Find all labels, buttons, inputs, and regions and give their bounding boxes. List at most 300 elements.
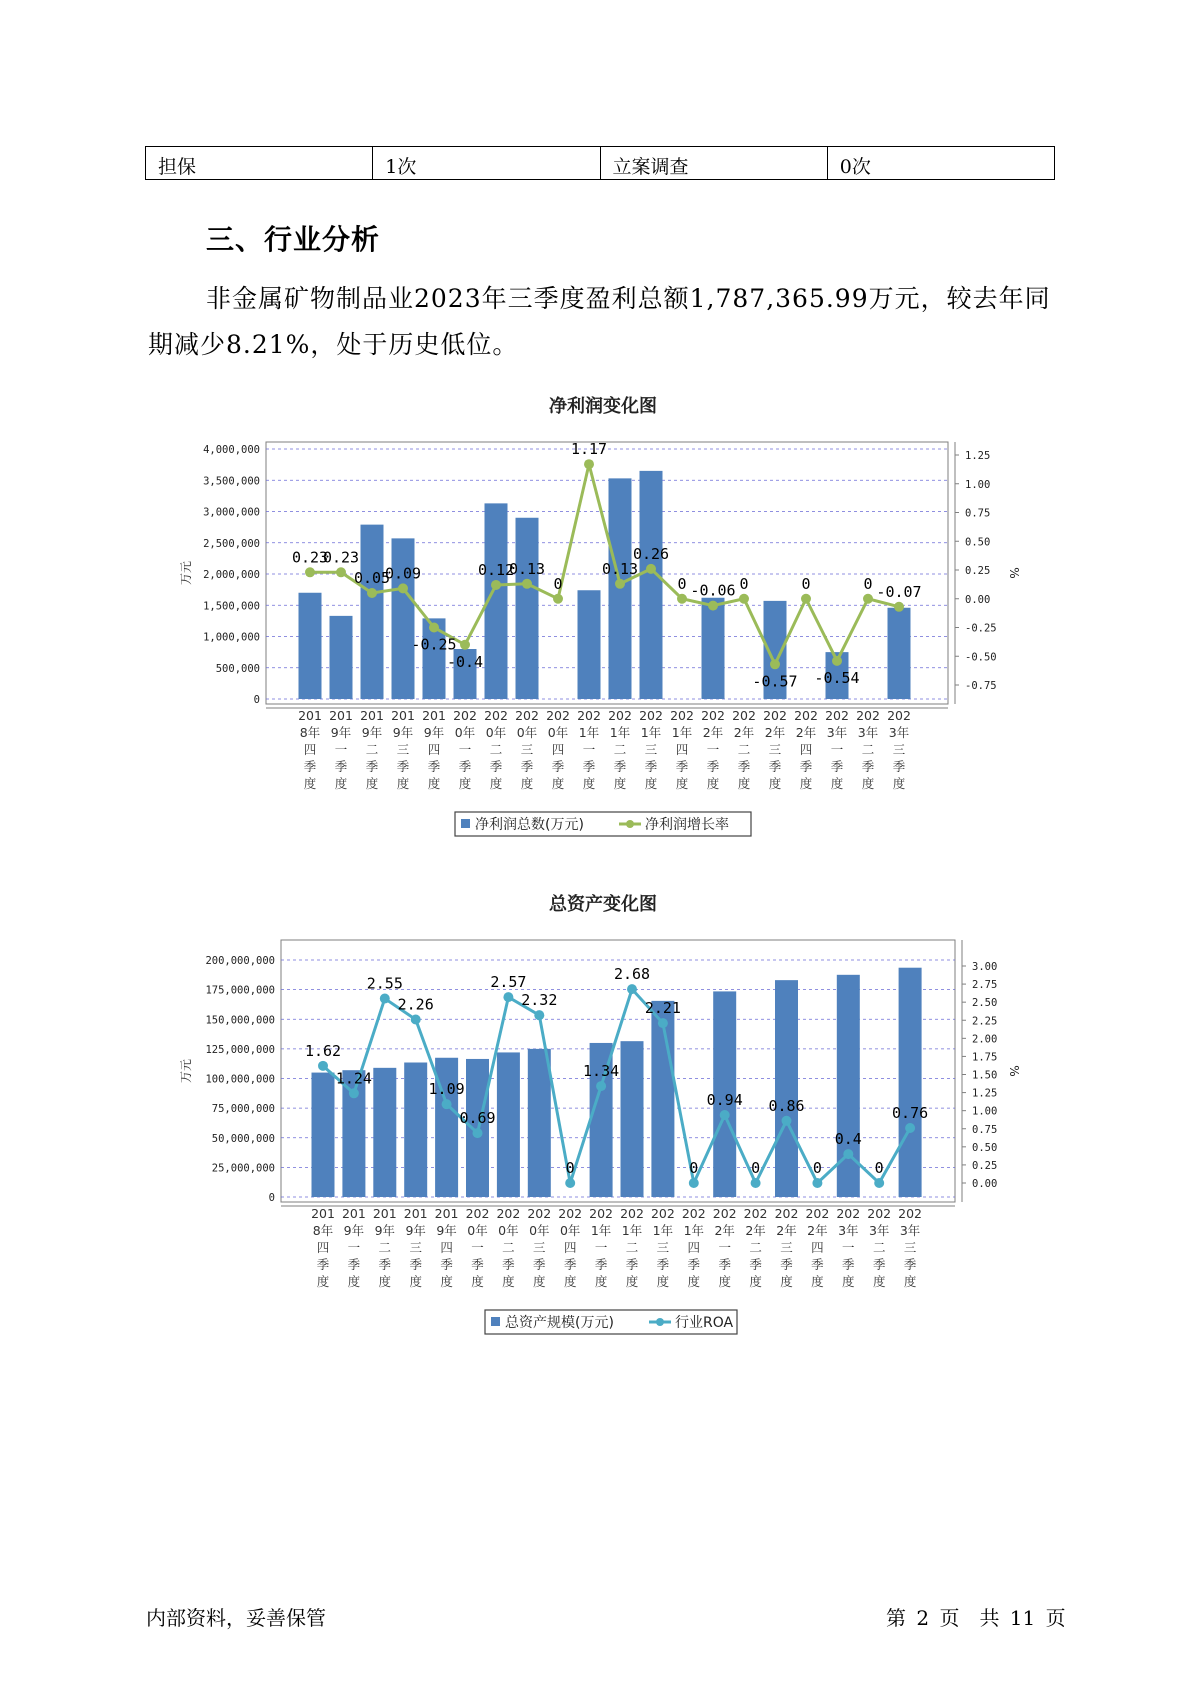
x-tick-label: 季 <box>520 759 534 774</box>
x-tick-label: 2年 <box>795 725 817 740</box>
x-tick-label: 三 <box>396 742 410 757</box>
x-tick-label: 202 <box>712 1206 737 1221</box>
y-tick-label: 3,500,000 <box>203 475 260 488</box>
line-point <box>615 579 625 589</box>
y-tick-label: 4,000,000 <box>203 444 260 456</box>
legend-bar-label: 总资产规模(万元) <box>505 1315 614 1331</box>
x-tick-label: 二 <box>365 742 379 757</box>
x-tick-label: 度 <box>830 776 844 791</box>
data-label: 0 <box>801 574 811 593</box>
x-tick-label: 度 <box>440 1274 453 1289</box>
x-tick-label: 度 <box>489 776 503 791</box>
x-tick-label: 201 <box>311 1206 335 1221</box>
x-tick-label: 0年 <box>547 725 569 740</box>
x-tick-label: 202 <box>650 1206 675 1221</box>
x-tick-label: 201 <box>341 1206 366 1221</box>
x-tick-label: 度 <box>675 776 689 791</box>
data-label: 0 <box>689 1159 699 1177</box>
x-tick-label: 四 <box>675 742 689 757</box>
data-label: -0.54 <box>814 668 860 687</box>
x-tick-label: 度 <box>471 1274 484 1289</box>
x-tick-label: 季 <box>830 759 844 774</box>
x-tick-label: 度 <box>799 776 813 791</box>
line-point <box>367 588 377 598</box>
x-tick-label: 201 <box>434 1206 459 1221</box>
y-tick-label: 100,000,000 <box>205 1073 275 1086</box>
data-label: 0.26 <box>632 544 670 563</box>
x-tick-label: 二 <box>737 742 751 757</box>
x-tick-label: 一 <box>594 1240 608 1255</box>
line-point <box>534 1010 544 1020</box>
x-tick-label: 3年 <box>857 725 879 740</box>
x-tick-label: 一 <box>347 1240 361 1255</box>
x-tick-label: 9年 <box>423 725 445 740</box>
data-label: 0.09 <box>384 564 422 583</box>
y2-tick-label: 1.00 <box>965 478 991 491</box>
x-tick-label: 3年 <box>838 1223 859 1238</box>
x-tick-label: 202 <box>898 1206 923 1221</box>
x-tick-label: 度 <box>872 1274 886 1289</box>
x-tick-label: 1年 <box>652 1223 674 1238</box>
y2-tick-label: 0.25 <box>972 1159 998 1172</box>
x-tick-label: 202 <box>670 708 694 723</box>
x-tick-label: 度 <box>625 1274 639 1289</box>
bar <box>888 608 911 699</box>
bar <box>578 590 601 699</box>
x-tick-label: 8年 <box>299 725 321 740</box>
chart-title: 净利润变化图 <box>549 396 657 417</box>
x-tick-label: 季 <box>533 1257 546 1272</box>
y-tick-label: 150,000,000 <box>205 1014 275 1027</box>
x-tick-label: 0年 <box>529 1223 550 1238</box>
y2-tick-label: 0.25 <box>965 565 991 577</box>
x-tick-label: 度 <box>334 776 348 791</box>
line-point <box>689 1178 699 1188</box>
x-tick-label: 度 <box>396 776 410 791</box>
x-tick-label: 202 <box>515 708 539 723</box>
x-tick-label: 季 <box>644 759 658 774</box>
line-point <box>503 992 513 1002</box>
data-label: 1.17 <box>570 440 608 459</box>
line-point <box>318 1061 328 1071</box>
y-tick-label: 25,000,000 <box>211 1162 275 1175</box>
y-tick-label: 0 <box>268 1192 275 1204</box>
x-tick-label: 202 <box>608 708 632 723</box>
y-tick-label: 200,000,000 <box>205 955 275 967</box>
footer-confidential-note: 内部资料，妥善保管 <box>146 1606 326 1630</box>
x-tick-label: 季 <box>749 1257 762 1272</box>
table-cell-investigation-count: 0次 <box>827 147 1054 180</box>
x-tick-label: 202 <box>558 1206 583 1221</box>
x-tick-label: 二 <box>378 1240 392 1255</box>
x-tick-label: 202 <box>856 708 880 723</box>
x-tick-label: 201 <box>403 1206 428 1221</box>
x-tick-label: 一 <box>582 742 596 757</box>
y2-tick-label: 2.50 <box>972 997 998 1010</box>
line-point <box>596 1081 606 1091</box>
bar <box>497 1052 520 1197</box>
x-tick-label: 季 <box>872 1257 886 1272</box>
table-cell-guarantee-count: 1次 <box>373 147 600 180</box>
x-tick-label: 2年 <box>745 1223 766 1238</box>
x-tick-label: 9年 <box>343 1223 365 1238</box>
x-tick-label: 3年 <box>899 1223 921 1238</box>
line-point <box>720 1110 730 1120</box>
x-tick-label: 四 <box>799 742 813 757</box>
x-tick-label: 季 <box>675 759 689 774</box>
data-label: 0.94 <box>706 1091 743 1110</box>
data-label: 0.76 <box>892 1104 929 1123</box>
line-point <box>782 1116 792 1126</box>
x-tick-label: 度 <box>811 1274 824 1289</box>
line-point <box>491 580 501 590</box>
x-tick-label: 202 <box>774 1206 799 1221</box>
x-tick-label: 季 <box>365 759 379 774</box>
x-tick-label: 202 <box>484 708 508 723</box>
data-label: 0 <box>863 574 873 593</box>
x-tick-label: 度 <box>316 1274 330 1289</box>
x-tick-label: 三 <box>533 1240 546 1255</box>
y-tick-label: 75,000,000 <box>211 1103 275 1116</box>
x-tick-label: 度 <box>737 776 751 791</box>
y2-tick-label: 0.00 <box>972 1178 998 1190</box>
y-axis-label: 万元 <box>179 1058 193 1084</box>
x-tick-label: 季 <box>378 1257 392 1272</box>
data-label: 2.26 <box>397 995 434 1014</box>
x-tick-label: 3年 <box>888 725 910 740</box>
x-tick-label: 二 <box>749 1240 762 1255</box>
x-tick-label: 度 <box>502 1274 515 1289</box>
x-tick-label: 0年 <box>485 725 507 740</box>
y-tick-label: 1,000,000 <box>203 631 260 644</box>
x-tick-label: 1年 <box>671 725 693 740</box>
y2-tick-label: 0.75 <box>965 507 991 520</box>
data-label: 0 <box>751 1159 761 1177</box>
x-tick-label: 季 <box>892 759 906 774</box>
x-tick-label: 四 <box>427 742 441 757</box>
x-tick-label: 8年 <box>312 1223 334 1238</box>
x-tick-label: 度 <box>780 1274 793 1289</box>
x-tick-label: 度 <box>458 776 472 791</box>
x-tick-label: 三 <box>409 1240 422 1255</box>
x-tick-label: 一 <box>842 1240 855 1255</box>
data-label: 0.4 <box>834 1130 862 1149</box>
x-tick-label: 度 <box>687 1274 701 1289</box>
legend-bar-swatch <box>491 1317 500 1326</box>
x-tick-label: 1年 <box>590 1223 612 1238</box>
y-tick-label: 50,000,000 <box>211 1132 275 1145</box>
x-tick-label: 度 <box>749 1274 762 1289</box>
data-label: 0 <box>553 574 563 593</box>
line-point <box>894 602 904 612</box>
data-label: 2.68 <box>613 965 651 984</box>
x-tick-label: 9年 <box>330 725 352 740</box>
data-label: 0 <box>812 1159 822 1177</box>
bar <box>702 598 725 699</box>
x-tick-label: 二 <box>489 742 503 757</box>
x-tick-label: 度 <box>644 776 658 791</box>
bar <box>899 968 922 1197</box>
x-tick-label: 9年 <box>392 725 414 740</box>
legend-line-label: 净利润增长率 <box>645 817 729 833</box>
data-label: 2.57 <box>490 973 527 992</box>
x-tick-label: 度 <box>861 776 875 791</box>
x-tick-label: 度 <box>533 1274 546 1289</box>
x-tick-label: 202 <box>527 1206 552 1221</box>
x-tick-label: 201 <box>329 708 353 723</box>
x-tick-label: 9年 <box>436 1223 457 1238</box>
x-tick-label: 三 <box>520 742 534 757</box>
y2-tick-label: -0.50 <box>965 651 997 664</box>
x-tick-label: 2年 <box>702 725 724 740</box>
x-tick-label: 季 <box>842 1257 855 1272</box>
data-label: 0 <box>565 1159 575 1177</box>
x-tick-label: 季 <box>563 1257 577 1272</box>
legend-line-label: 行业ROA <box>675 1315 734 1331</box>
x-tick-label: 季 <box>458 759 472 774</box>
x-tick-label: 三 <box>644 742 658 757</box>
x-tick-label: 3年 <box>826 725 848 740</box>
x-tick-label: 度 <box>903 1274 917 1289</box>
x-tick-label: 季 <box>718 1257 731 1272</box>
x-tick-label: 201 <box>360 708 384 723</box>
x-tick-label: 季 <box>334 759 348 774</box>
line-point <box>627 984 637 994</box>
x-tick-label: 202 <box>867 1206 892 1221</box>
x-tick-label: 季 <box>502 1257 515 1272</box>
x-tick-label: 201 <box>298 708 322 723</box>
y2-tick-label: 3.00 <box>972 961 998 973</box>
x-tick-label: 202 <box>453 708 477 723</box>
legend-bar-label: 净利润总数(万元) <box>475 817 584 833</box>
net-profit-chart <box>0 390 1191 850</box>
x-tick-label: 0年 <box>516 725 538 740</box>
x-tick-label: 202 <box>763 708 787 723</box>
x-tick-label: 202 <box>639 708 663 723</box>
x-tick-label: 季 <box>489 759 503 774</box>
x-tick-label: 9年 <box>374 1223 396 1238</box>
line-point <box>305 567 315 577</box>
table-cell-guarantee-label: 担保 <box>146 147 373 180</box>
x-tick-label: 季 <box>582 759 596 774</box>
x-tick-label: 四 <box>563 1240 577 1255</box>
x-tick-label: 一 <box>334 742 348 757</box>
line-point <box>751 1178 761 1188</box>
x-tick-label: 度 <box>378 1274 392 1289</box>
x-tick-label: 季 <box>811 1257 824 1272</box>
footer-page-number: 第 2 页 共 11 页 <box>886 1606 1066 1630</box>
bar <box>834 975 862 1197</box>
y2-axis-label: % <box>1007 1065 1021 1077</box>
y2-tick-label: 0.00 <box>965 593 991 606</box>
data-label: 0 <box>874 1159 884 1177</box>
bar <box>299 593 322 699</box>
data-label: 0.23 <box>322 548 360 567</box>
x-tick-label: 度 <box>892 776 906 791</box>
x-tick-label: 1年 <box>578 725 600 740</box>
line-point <box>646 564 656 574</box>
net-profit-chart-svg <box>0 390 1191 850</box>
line-point <box>658 1018 668 1028</box>
x-tick-label: 0年 <box>559 1223 581 1238</box>
x-tick-label: 四 <box>551 742 565 757</box>
x-tick-label: 度 <box>718 1274 731 1289</box>
x-tick-label: 季 <box>737 759 751 774</box>
y-tick-label: 0 <box>253 694 260 706</box>
x-tick-label: 季 <box>625 1257 639 1272</box>
y2-tick-label: 1.25 <box>972 1087 998 1100</box>
data-label: 0.13 <box>601 559 639 578</box>
x-tick-label: 季 <box>768 759 782 774</box>
y2-tick-label: 1.75 <box>972 1051 998 1064</box>
x-tick-label: 四 <box>440 1240 453 1255</box>
x-tick-label: 季 <box>396 759 410 774</box>
x-tick-label: 度 <box>582 776 596 791</box>
x-tick-label: 四 <box>811 1240 824 1255</box>
x-tick-label: 度 <box>347 1274 361 1289</box>
x-tick-label: 一 <box>458 742 472 757</box>
y2-tick-label: 0.50 <box>972 1141 998 1154</box>
data-label: 2.21 <box>644 999 681 1018</box>
line-point <box>522 579 532 589</box>
x-tick-label: 季 <box>303 759 317 774</box>
x-tick-label: 二 <box>872 1240 886 1255</box>
x-tick-label: 三 <box>780 1240 793 1255</box>
x-tick-label: 202 <box>620 1206 644 1221</box>
data-label: -0.4 <box>446 652 484 671</box>
x-tick-label: 二 <box>502 1240 515 1255</box>
bar <box>775 980 798 1197</box>
data-label: 0 <box>677 574 687 593</box>
bar <box>330 616 353 699</box>
data-label: 1.62 <box>304 1041 342 1060</box>
x-tick-label: 0年 <box>498 1223 519 1238</box>
bar <box>392 538 415 699</box>
bar <box>312 1073 335 1197</box>
x-tick-label: 季 <box>347 1257 361 1272</box>
y2-tick-label: 2.75 <box>972 979 998 992</box>
x-tick-label: 1年 <box>640 725 662 740</box>
data-label: 0.86 <box>768 1096 805 1115</box>
line-point <box>442 1099 452 1109</box>
data-label: -0.57 <box>752 672 798 691</box>
line-point <box>460 640 470 650</box>
x-tick-label: 一 <box>706 742 720 757</box>
x-tick-label: 202 <box>743 1206 768 1221</box>
x-tick-label: 三 <box>892 742 906 757</box>
x-tick-label: 202 <box>794 708 818 723</box>
y2-tick-label: 0.75 <box>972 1123 998 1136</box>
x-tick-label: 季 <box>799 759 813 774</box>
x-tick-label: 202 <box>681 1206 706 1221</box>
line-point <box>336 567 346 577</box>
y-tick-label: 2,000,000 <box>203 569 260 581</box>
data-label: 0.23 <box>291 548 329 567</box>
x-tick-label: 度 <box>768 776 782 791</box>
line-point <box>411 1015 421 1025</box>
x-tick-label: 9年 <box>405 1223 426 1238</box>
x-tick-label: 季 <box>440 1257 453 1272</box>
x-tick-label: 度 <box>520 776 534 791</box>
data-label: 0.13 <box>508 559 546 578</box>
x-tick-label: 一 <box>718 1240 731 1255</box>
x-tick-label: 202 <box>836 1206 861 1221</box>
total-assets-chart <box>0 888 1191 1348</box>
x-tick-label: 202 <box>546 708 570 723</box>
table-row <box>146 147 1055 180</box>
data-label: 0.69 <box>459 1109 496 1128</box>
x-tick-label: 202 <box>589 1206 614 1221</box>
x-tick-label: 2年 <box>776 1223 797 1238</box>
line-point <box>905 1123 915 1133</box>
x-tick-label: 一 <box>830 742 844 757</box>
x-tick-label: 度 <box>427 776 441 791</box>
x-tick-label: 度 <box>303 776 317 791</box>
line-point <box>708 601 718 611</box>
y2-tick-label: -0.75 <box>965 680 997 692</box>
data-label: 1.34 <box>583 1062 620 1081</box>
data-label: 1.09 <box>428 1080 465 1099</box>
x-tick-label: 1年 <box>683 1223 705 1238</box>
line-point <box>677 594 687 604</box>
y-axis-label: 万元 <box>179 560 193 586</box>
x-tick-label: 二 <box>613 742 627 757</box>
x-tick-label: 度 <box>551 776 565 791</box>
data-label: 0.12 <box>477 560 515 579</box>
x-tick-label: 度 <box>563 1274 577 1289</box>
x-tick-label: 二 <box>861 742 875 757</box>
info-table <box>145 146 1055 180</box>
table-cell-investigation-label: 立案调查 <box>600 147 827 180</box>
x-tick-label: 季 <box>427 759 441 774</box>
x-tick-label: 1年 <box>609 725 631 740</box>
x-tick-label: 季 <box>706 759 720 774</box>
data-label: 2.32 <box>521 991 558 1010</box>
line-point <box>863 594 873 604</box>
y2-tick-label: 2.25 <box>972 1015 998 1028</box>
x-tick-label: 三 <box>768 742 782 757</box>
y2-tick-label: 1.00 <box>972 1105 998 1118</box>
x-tick-label: 四 <box>303 742 317 757</box>
x-tick-label: 202 <box>496 1206 521 1221</box>
y-tick-label: 125,000,000 <box>205 1043 275 1056</box>
data-label: 0.05 <box>353 569 391 587</box>
x-tick-label: 202 <box>825 708 849 723</box>
line-point <box>473 1128 483 1138</box>
x-tick-label: 季 <box>551 759 565 774</box>
x-tick-label: 度 <box>409 1274 422 1289</box>
data-label: 1.24 <box>335 1069 372 1088</box>
line-point <box>770 659 780 669</box>
x-tick-label: 0年 <box>454 725 476 740</box>
data-label: 0 <box>739 574 749 593</box>
line-point <box>349 1088 359 1098</box>
line-point <box>553 594 563 604</box>
x-tick-label: 度 <box>613 776 627 791</box>
chart-title: 总资产变化图 <box>549 894 657 915</box>
x-tick-label: 季 <box>780 1257 793 1272</box>
x-tick-label: 201 <box>372 1206 397 1221</box>
data-label: -0.25 <box>411 635 457 654</box>
x-tick-label: 2年 <box>764 725 786 740</box>
x-tick-label: 202 <box>887 708 911 723</box>
x-tick-label: 度 <box>842 1274 855 1289</box>
y-tick-label: 1,500,000 <box>203 600 260 613</box>
y-tick-label: 2,500,000 <box>203 537 260 550</box>
data-label: -0.06 <box>690 581 736 600</box>
y2-tick-label: 0.50 <box>965 536 991 549</box>
y2-axis-label: % <box>1007 567 1021 579</box>
